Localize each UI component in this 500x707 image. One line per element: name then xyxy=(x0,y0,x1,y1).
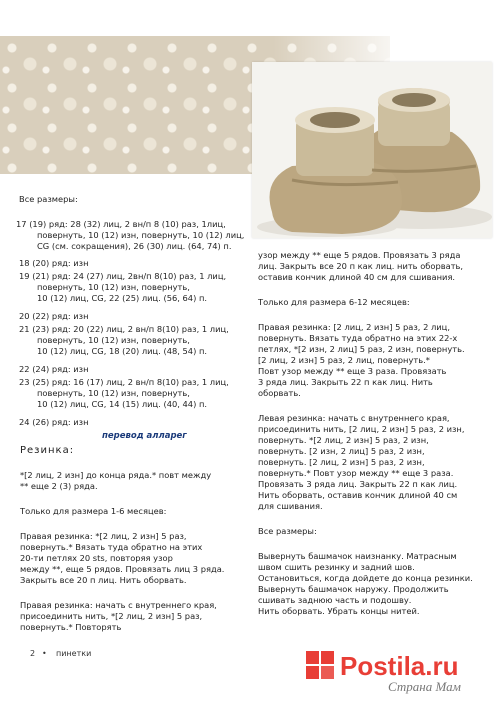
footer-title: пинетки xyxy=(56,649,92,658)
svg-text:Страна Мам: Страна Мам xyxy=(388,679,461,694)
cont-line1: узор между ** еще 5 рядов. Провязать 3 ряда xyxy=(258,250,461,260)
all-sizes-heading-2: Все размеры: xyxy=(258,526,317,536)
all-sizes-heading: Все размеры: xyxy=(19,194,78,204)
row-17-line1: 17 (19) ряд: 28 (32) лиц, 2 вн/п 8 (10) раз, 1лиц, xyxy=(16,219,226,229)
ribbing-heading: Резинка: xyxy=(20,445,75,456)
row-19-line2: повернуть, 10 (12) изн, повернуть, xyxy=(37,282,190,292)
rr-line7: оборвать. xyxy=(258,388,301,398)
ribbing-line2: ** еще 2 (3) ряда. xyxy=(20,481,98,491)
lr-line9: для сшивания. xyxy=(258,501,323,511)
lr-line8: Нить оборвать, оставив кончик длиной 40 см xyxy=(258,490,458,500)
row-21-line2: повернуть, 10 (12) изн, повернуть, xyxy=(37,335,190,345)
right-rib-b-line2: присоединить нить, *[2 лиц, 2 изн] 5 раз, xyxy=(20,611,203,621)
row-20: 20 (22) ряд: изн xyxy=(19,311,89,321)
final-line1: Вывернуть башмачок наизнанку. Матрасным xyxy=(258,551,457,561)
right-rib-b-line1: Правая резинка: начать с внутреннего края, xyxy=(20,600,217,610)
size-6-12-heading: Только для размера 6-12 месяцев: xyxy=(258,297,410,307)
rr-line1: Правая резинка: [2 лиц, 2 изн] 5 раз, 2 лиц, xyxy=(258,322,450,332)
rr-line6: 3 ряда лиц. Закрыть 22 п как лиц. Нить xyxy=(258,377,433,387)
lr-line5: повернуть. [2 лиц, 2 изн] 5 раз, 2 изн, xyxy=(258,457,425,467)
lr-line2: присоединить нить, [2 лиц, 2 изн] 5 раз, 2 изн, xyxy=(258,424,465,434)
lr-line7: Провязать 3 ряда лиц. Закрыть 22 п как лиц. xyxy=(258,479,458,489)
row-19-line1: 19 (21) ряд: 24 (27) лиц, 2вн/п 8(10) раз, 1 лиц, xyxy=(19,271,227,281)
page-number: 2 xyxy=(30,649,36,658)
booties-photo xyxy=(252,62,492,238)
translation-credit: перевод алларег xyxy=(102,431,187,441)
row-17-line3: CG (см. сокращения), 26 (30) лиц. (64, 74) п. xyxy=(37,241,232,251)
cont-line3: оставив кончик длиной 40 см для сшивания. xyxy=(258,272,456,282)
lr-line6: повернуть.* Повт узор между ** еще 3 раза. xyxy=(258,468,454,478)
final-line5: сшивать заднюю часть и подошву. xyxy=(258,595,412,605)
row-21-line3: 10 (12) лиц, CG, 18 (20) лиц. (48, 54) п. xyxy=(37,346,208,356)
row-21-line1: 21 (23) ряд: 20 (22) лиц, 2 вн/п 8(10) раз, 1 лиц, xyxy=(19,324,229,334)
right-rib-a-line5: Закрыть все 20 п лиц. Нить оборвать. xyxy=(20,575,187,585)
row-19-line3: 10 (12) лиц, CG, 22 (25) лиц. (56, 64) п. xyxy=(37,293,208,303)
final-line4: Вывернуть башмачок наружу. Продолжить xyxy=(258,584,449,594)
rr-line3: петлях, *[2 изн, 2 лиц] 5 раз, 2 изн, повернуть. xyxy=(258,344,465,354)
lr-line4: повернуть. [2 изн, 2 лиц] 5 раз, 2 изн, xyxy=(258,446,425,456)
row-24: 24 (26) ряд: изн xyxy=(19,417,89,427)
row-23-line1: 23 (25) ряд: 16 (17) лиц, 2 вн/п 8(10) раз, 1 лиц, xyxy=(19,377,229,387)
right-rib-a-line4: между **, еще 5 рядов. Провязать лиц 3 ряда. xyxy=(20,564,225,574)
footer-separator: • xyxy=(42,649,47,658)
right-rib-a-line1: Правая резинка: *[2 лиц, 2 изн] 5 раз, xyxy=(20,531,187,541)
rr-line5: Повт узор между ** еще 3 раза. Провязать xyxy=(258,366,447,376)
svg-text:Postila.ru: Postila.ru xyxy=(340,651,459,681)
rr-line4: [2 лиц, 2 изн] 5 раз, 2 лиц, повернуть.* xyxy=(258,355,430,365)
right-rib-a-line3: 20-ти петлях 20 sts, повторяя узор xyxy=(20,553,173,563)
size-1-6-heading: Только для размера 1-6 месяцев: xyxy=(20,506,167,516)
rr-line2: повернуть. Вязать туда обратно на этих 22-х xyxy=(258,333,458,343)
postila-logo-icon xyxy=(306,651,334,679)
cont-line2: лиц. Закрыть все 20 п как лиц. нить оборвать, xyxy=(258,261,464,271)
lr-line1: Левая резинка: начать с внутреннего края, xyxy=(258,413,450,423)
final-line6: Нить оборвать. Убрать концы нитей. xyxy=(258,606,420,616)
final-line3: Остановиться, когда дойдете до конца резинки. xyxy=(258,573,473,583)
row-23-line3: 10 (12) лиц, CG, 14 (15) лиц. (40, 44) п. xyxy=(37,399,208,409)
ribbing-line1: *[2 лиц, 2 изн] до конца ряда.* повт между xyxy=(20,470,212,480)
row-23-line2: повернуть, 10 (12) изн, повернуть, xyxy=(37,388,190,398)
row-18: 18 (20) ряд: изн xyxy=(19,258,89,268)
lr-line3: повернуть. *[2 лиц, 2 изн] 5 раз, 2 изн, xyxy=(258,435,429,445)
row-22: 22 (24) ряд: изн xyxy=(19,364,89,374)
row-17-line2: повернуть, 10 (12) изн, повернуть, 10 (12) лиц, xyxy=(37,230,245,240)
right-rib-b-line3: повернуть.* Повторять xyxy=(20,622,122,632)
right-rib-a-line2: повернуть.* Вязать туда обратно на этих xyxy=(20,542,203,552)
postila-watermark xyxy=(304,647,494,697)
final-line2: швом сшить резинку и задний шов. xyxy=(258,562,415,572)
